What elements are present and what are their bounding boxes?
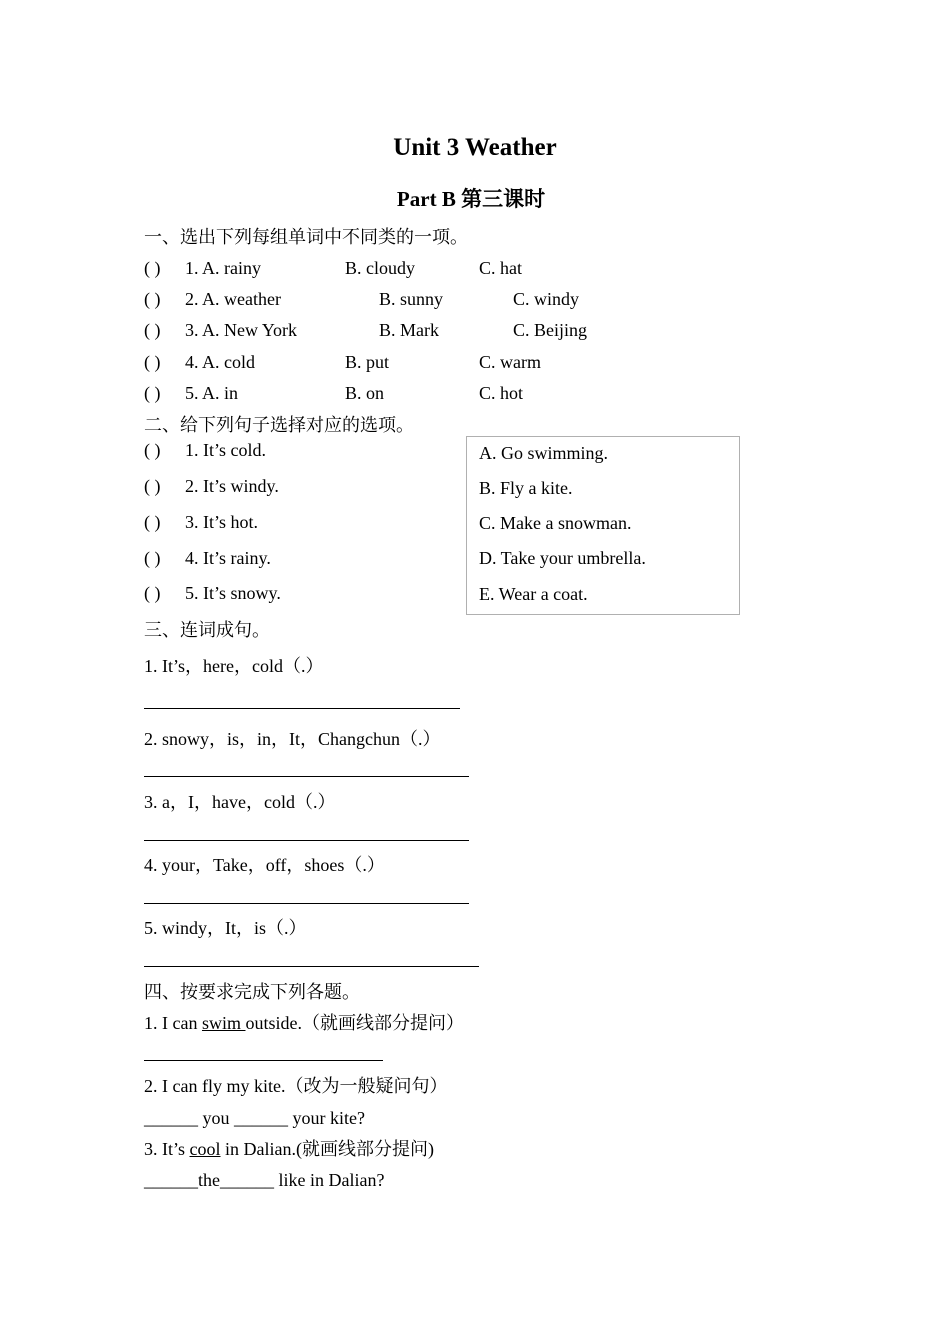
s1-item-2-c: C. windy xyxy=(513,289,580,309)
s4-q3-answer[interactable]: ______the______ like in Dalian? xyxy=(144,1170,385,1190)
s1-item-4-c: C. warm xyxy=(479,352,541,372)
s2-option-c: C. Make a snowman. xyxy=(479,513,632,533)
section1-heading: 一、选出下列每组单词中不同类的一项。 xyxy=(144,227,468,247)
s4-q3-post: in Dalian.(就画线部分提问) xyxy=(220,1139,434,1159)
s1-item-5-b: B. on xyxy=(345,383,385,403)
section2-heading: 二、给下列句子选择对应的选项。 xyxy=(144,415,414,435)
s2-item-5: 5. It’s snowy. xyxy=(185,583,281,603)
s2-option-d: D. Take your umbrella. xyxy=(479,548,646,568)
s1-item-1-b: B. cloudy xyxy=(345,258,415,278)
s1-item-3-a: 3. A. New York xyxy=(185,320,298,340)
s4-q2-answer[interactable]: ______ you ______ your kite? xyxy=(144,1108,365,1128)
answer-paren[interactable]: ( ) xyxy=(144,583,161,603)
section3-heading: 三、连词成句。 xyxy=(144,620,270,640)
answer-line[interactable] xyxy=(144,966,479,967)
s1-item-5-c: C. hot xyxy=(479,383,524,403)
answer-paren[interactable]: ( ) xyxy=(144,383,161,403)
s1-item-3-c: C. Beijing xyxy=(513,320,588,340)
s2-item-3: 3. It’s hot. xyxy=(185,512,259,532)
s2-item-4: 4. It’s rainy. xyxy=(185,548,271,568)
answer-line[interactable] xyxy=(144,840,469,841)
s4-q1-pre: 1. I can xyxy=(144,1013,202,1033)
s4-question-2: 2. I can fly my kite.（改为一般疑问句） xyxy=(144,1076,448,1096)
s1-item-5-a: 5. A. in xyxy=(185,383,239,403)
s2-option-b: B. Fly a kite. xyxy=(479,478,573,498)
s2-item-1: 1. It’s cold. xyxy=(185,440,266,460)
page-subtitle: Part B 第三课时 xyxy=(396,187,546,211)
answer-paren[interactable]: ( ) xyxy=(144,548,161,568)
s3-item-4: 4. your，Take，off，shoes（.） xyxy=(144,855,385,875)
answer-paren[interactable]: ( ) xyxy=(144,289,161,309)
page-title: Unit 3 Weather xyxy=(393,134,557,161)
answer-line[interactable] xyxy=(144,903,469,904)
s1-item-2-b: B. sunny xyxy=(379,289,444,309)
answer-line[interactable] xyxy=(144,776,469,777)
answer-paren[interactable]: ( ) xyxy=(144,352,161,372)
s4-q1-underlined: swim xyxy=(201,1013,246,1033)
section4-heading: 四、按要求完成下列各题。 xyxy=(144,982,360,1002)
s1-item-3-b: B. Mark xyxy=(379,320,439,340)
answer-paren[interactable]: ( ) xyxy=(144,440,161,460)
answer-line[interactable] xyxy=(144,1060,383,1061)
s1-item-1-c: C. hat xyxy=(479,258,522,278)
s1-item-1-a: 1. A. rainy xyxy=(185,258,261,278)
s3-item-2: 2. snowy，is，in，It，Changchun（.） xyxy=(144,729,441,749)
s4-q3-underlined: cool xyxy=(189,1139,221,1159)
s1-item-4-a: 4. A. cold xyxy=(185,352,255,372)
s4-q3-pre: 3. It’s xyxy=(144,1139,190,1159)
s2-option-e: E. Wear a coat. xyxy=(479,584,588,604)
answer-paren[interactable]: ( ) xyxy=(144,512,161,532)
s3-item-5: 5. windy，It，is（.） xyxy=(144,918,307,938)
s1-item-2-a: 2. A. weather xyxy=(185,289,281,309)
s3-item-1: 1. It’s，here，cold（.） xyxy=(144,656,324,676)
s4-q1-post: outside.（就画线部分提问） xyxy=(245,1013,464,1033)
answer-paren[interactable]: ( ) xyxy=(144,476,161,496)
answer-paren[interactable]: ( ) xyxy=(144,320,161,340)
s2-item-2: 2. It’s windy. xyxy=(185,476,279,496)
s1-item-4-b: B. put xyxy=(345,352,390,372)
s4-question-1 xyxy=(144,1011,464,1035)
s2-option-a: A. Go swimming. xyxy=(479,443,609,463)
answer-paren[interactable]: ( ) xyxy=(144,258,161,278)
answer-line[interactable] xyxy=(144,708,460,709)
s3-item-3: 3. a，I，have，cold（.） xyxy=(144,792,336,812)
s4-question-3 xyxy=(144,1137,434,1161)
